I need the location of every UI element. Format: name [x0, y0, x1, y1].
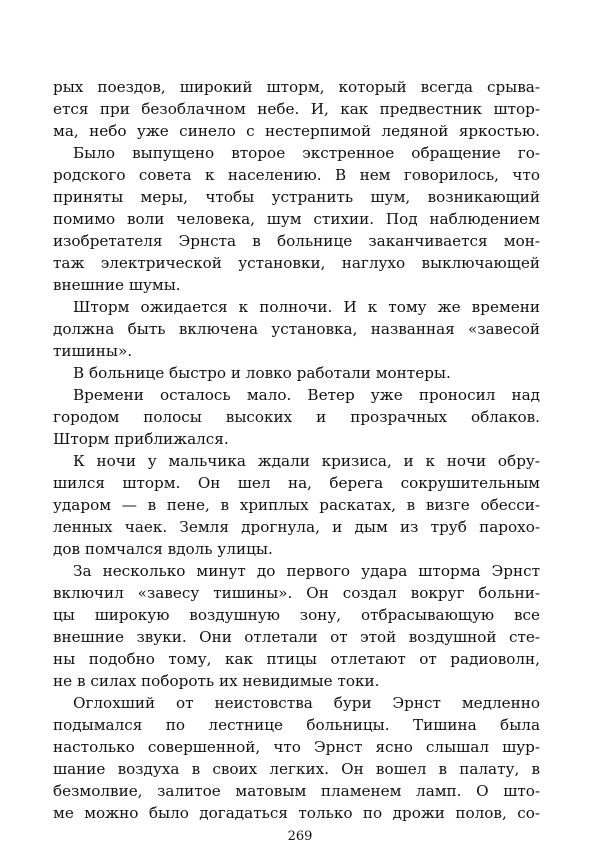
text-line: ма, небо уже синело с нестерпимой ледяной яркостью. [53, 122, 540, 140]
text-line: настолько совершенной, что Эрнст ясно слышал шур- [53, 738, 540, 756]
text-line: приняты меры, чтобы устранить шум, возникающий [53, 188, 540, 206]
text-line: городом полосы высоких и прозрачных облаков. [53, 408, 540, 426]
page-number: 269 [287, 829, 313, 844]
text-line: К ночи у мальчика ждали кризиса, и к ночи обру- [73, 452, 540, 470]
text-line: изобретателя Эрнста в больнице заканчивается мон- [53, 232, 540, 250]
text-line: За несколько минут до первого удара шторма Эрнст [73, 562, 540, 580]
text-line: Шторм приближался. [53, 430, 229, 448]
text-line: цы широкую воздушную зону, отбрасывающую все [53, 606, 540, 624]
text-line: включил «завесу тишины». Он создал вокруг больни- [53, 584, 540, 602]
text-line: Оглохший от неистовства бури Эрнст медленно [73, 694, 540, 712]
text-line: рых поездов, широкий шторм, который всегда срыва- [53, 78, 540, 96]
text-line: не в силах побороть их невидимые токи. [53, 672, 380, 690]
text-line: Шторм ожидается к полночи. И к тому же времени [73, 298, 540, 316]
text-line: внешние звуки. Они отлетали от этой воздушной сте- [53, 628, 540, 646]
text-line: тишины». [53, 342, 133, 360]
text-line: шился шторм. Он шел на, берега сокрушительным [53, 474, 540, 492]
text-line: ется при безоблачном небе. И, как предвестник штор- [53, 100, 540, 118]
text-line: дов помчался вдоль улицы. [53, 540, 273, 558]
text-line: ны подобно тому, как птицы отлетают от радиоволн, [53, 650, 540, 668]
text-line: Было выпущено второе экстренное обращение го- [73, 144, 540, 162]
text-line: помимо воли человека, шум стихии. Под наблюдением [53, 210, 540, 228]
text-line: должна быть включена установка, названная «завесой [53, 320, 540, 338]
text-line: ме можно было догадаться только по дрожи полов, со- [53, 804, 540, 822]
text-line: родского совета к населению. В нем говорилось, что [53, 166, 540, 184]
text-line: ударом — в пене, в хриплых раскатах, в визге обесси- [53, 496, 540, 514]
text-line: Времени осталось мало. Ветер уже проносил над [73, 386, 540, 404]
text-line: таж электрической установки, наглухо выключающей [53, 254, 540, 272]
text-line: ленных чаек. Земля дрогнула, и дым из труб парохо- [53, 518, 540, 536]
text-line: шание воздуха в своих легких. Он вошел в палату, в [53, 760, 540, 778]
text-line: В больнице быстро и ловко работали монтеры. [73, 364, 451, 382]
text-line: внешние шумы. [53, 276, 181, 294]
text-line: безмолвие, залитое матовым пламенем ламп. О што- [53, 782, 540, 800]
text-line: подымался по лестнице больницы. Тишина была [53, 716, 540, 734]
